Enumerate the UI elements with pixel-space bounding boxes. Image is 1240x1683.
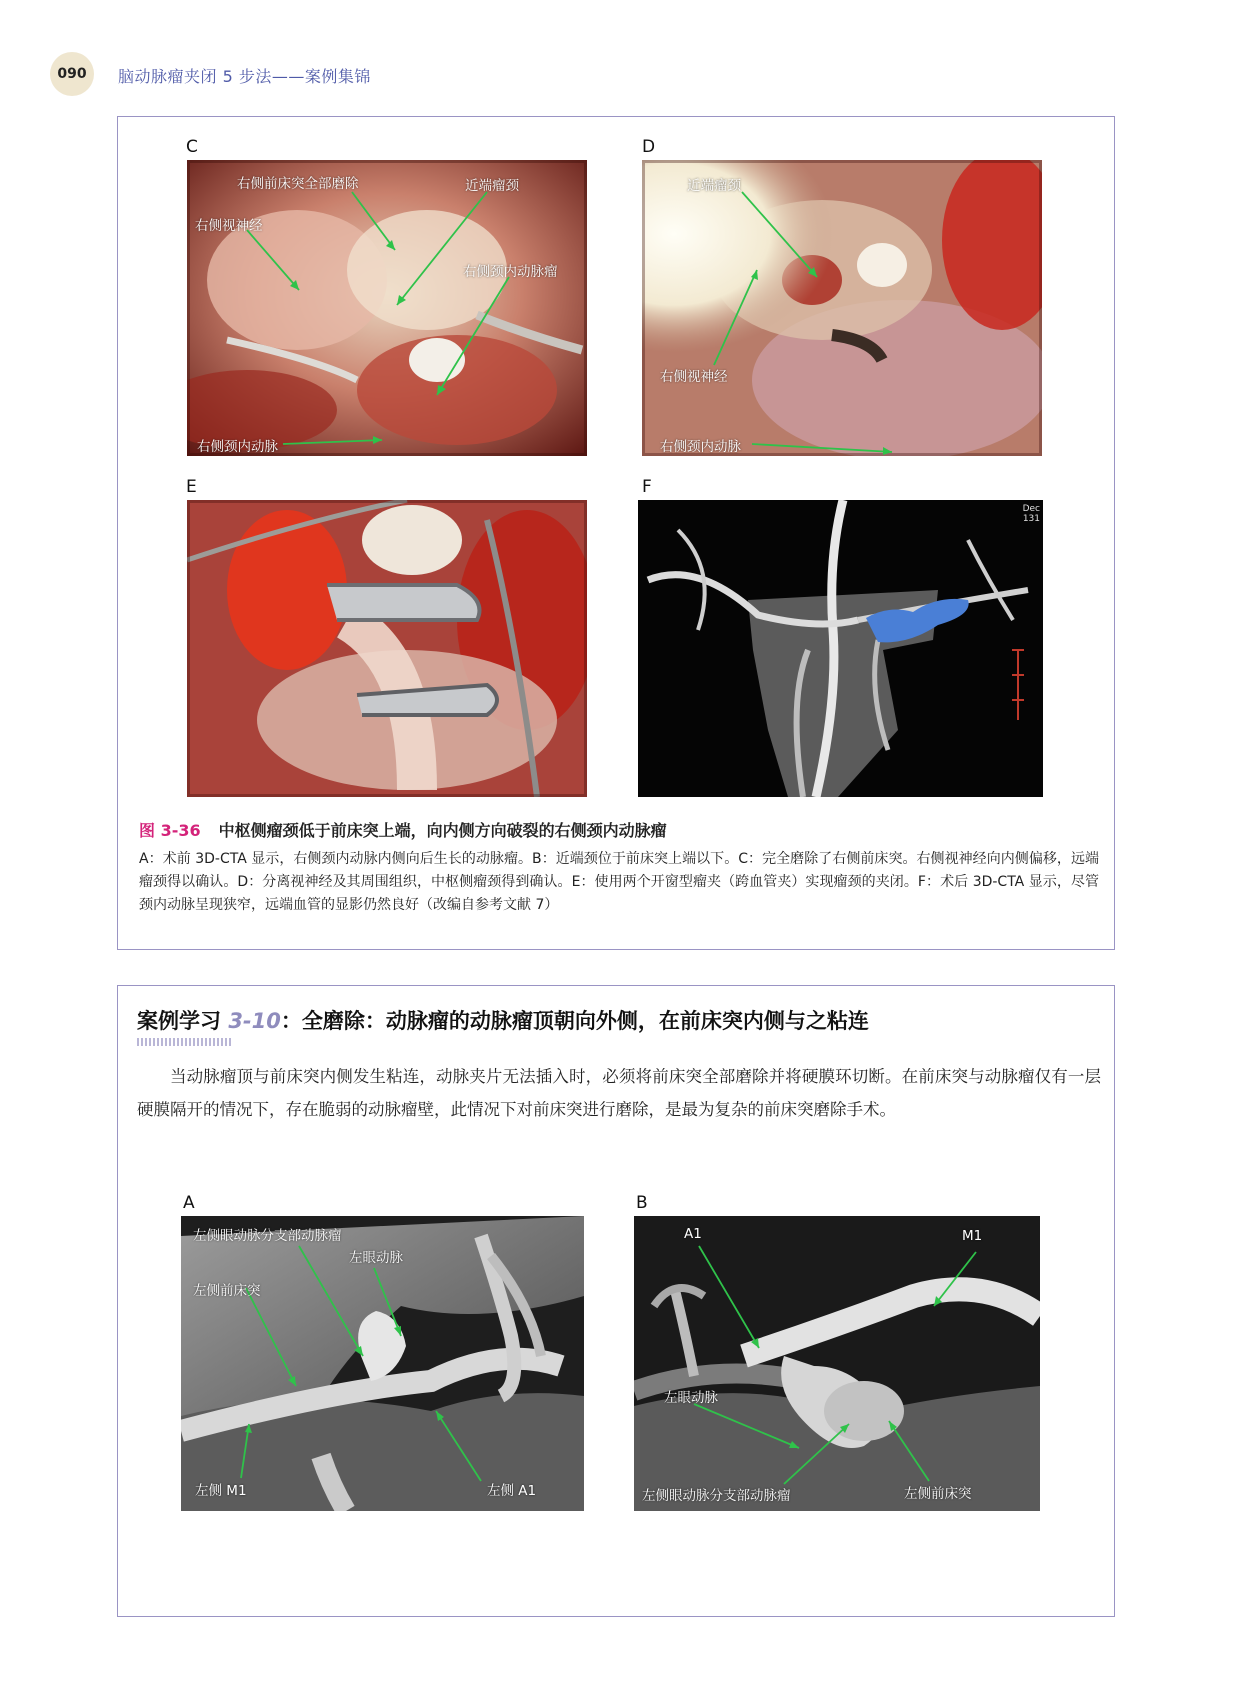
label-c-ica-aneurysm: 右侧颈内动脉瘤	[463, 264, 558, 280]
cta-render-case-a	[181, 1216, 584, 1511]
label-c-proximal-neck: 近端瘤颈	[465, 178, 519, 194]
label-c-clinoid: 右侧前床突全部磨除	[237, 176, 359, 192]
label-a-ophthalmic-aneurysm: 左侧眼动脉分支部动脉瘤	[193, 1228, 342, 1244]
cta-render-case-b	[634, 1216, 1040, 1511]
label-a-a1: 左侧 A1	[487, 1483, 537, 1499]
label-d-ica: 右侧颈内动脉	[660, 439, 741, 455]
case-study-heading: ：全磨除：动脉瘤的动脉瘤顶朝向外侧，在前床突内侧与之粘连	[280, 1009, 869, 1033]
label-b-m1: M1	[962, 1228, 983, 1244]
label-a-ophthalmic-artery: 左眼动脉	[349, 1250, 403, 1266]
label-a-clinoid: 左侧前床突	[193, 1283, 261, 1299]
figure-caption-body: A：术前 3D-CTA 显示，右侧颈内动脉内侧向后生长的动脉瘤。B：近端颈位于前床突上端以下。C：完全磨除了右侧前床突。右侧视神经向内侧偏移，远端瘤颈得以确认。D：分离视神经及其周围组织，中枢侧瘤颈得到确认。E：使用两个开窗型瘤夹（跨血管夹）实现瘤颈的夹闭。F：术后 3D-CTA 显示，尽管颈内动脉呈现狭窄，远端血管的显影仍然良好（改编自参考文献 7）	[139, 851, 1099, 913]
case-study-title	[137, 1005, 869, 1035]
cta-corner-text: Dec 131	[1022, 504, 1040, 524]
label-d-optic-nerve: 右侧视神经	[660, 369, 728, 385]
label-b-ophthalmic-artery: 左眼动脉	[664, 1390, 718, 1406]
page-number: 090	[50, 52, 94, 96]
case-study-body: 当动脉瘤顶与前床突内侧发生粘连，动脉夹片无法插入时，必须将前床突全部磨除并将硬膜环切断。在前床突与动脉瘤仅有一层硬膜隔开的情况下，存在脆弱的动脉瘤壁，此情况下对前床突进行磨除，是最为复杂的前床突磨除手术。	[137, 1067, 1101, 1119]
running-head: 脑动脉瘤夹闭 5 步法——案例集锦	[118, 67, 371, 86]
label-b-clinoid: 左侧前床突	[904, 1486, 972, 1502]
label-d-proximal-neck: 近端瘤颈	[687, 178, 741, 194]
panel-letter-f: F	[642, 477, 652, 497]
panel-letter-d: D	[642, 137, 656, 157]
surgical-photo-e	[187, 500, 587, 797]
label-b-a1: A1	[684, 1226, 702, 1242]
panel-letter-e: E	[186, 477, 197, 497]
label-b-ophthalmic-aneurysm: 左侧眼动脉分支部动脉瘤	[642, 1488, 791, 1504]
figure-title: 中枢侧瘤颈低于前床突上端，向内侧方向破裂的右侧颈内动脉瘤	[218, 821, 667, 840]
surgical-photo-c	[187, 160, 587, 456]
case-study-prefix: 案例学习	[137, 1009, 221, 1033]
panel-letter-case-a: A	[183, 1193, 195, 1213]
label-a-m1: 左侧 M1	[195, 1483, 247, 1499]
panel-letter-case-b: B	[636, 1193, 648, 1213]
case-title-rule	[137, 1038, 233, 1046]
figure-caption-title	[139, 818, 667, 841]
label-c-ica: 右侧颈内动脉	[197, 439, 278, 455]
case-study-number: 3-10	[228, 1009, 281, 1033]
cta-render-f	[638, 500, 1043, 797]
panel-letter-c: C	[186, 137, 198, 157]
figure-number: 图 3-36	[139, 821, 201, 840]
surgical-photo-d	[642, 160, 1042, 456]
label-c-optic-nerve: 右侧视神经	[195, 218, 263, 234]
